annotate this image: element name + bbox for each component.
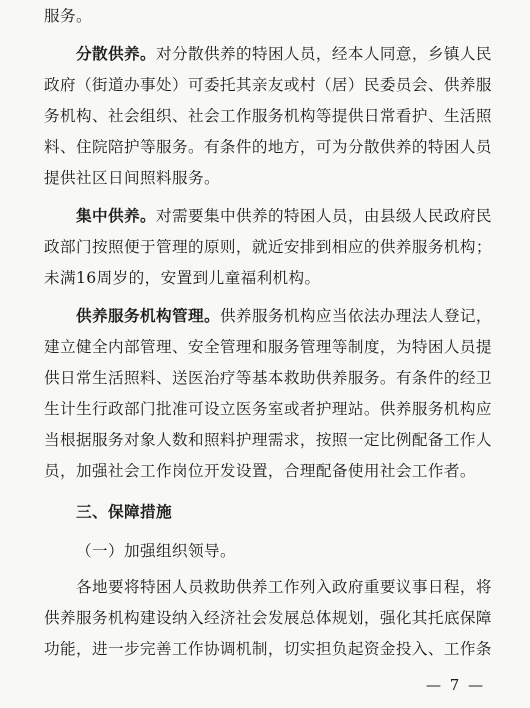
text-line bbox=[44, 137, 504, 157]
line-text: 各地要将特困人员救助供养工作列入政府重要议事日程，将 bbox=[76, 578, 492, 596]
line-text: 供养服务机构应当依法办理法人登记， bbox=[219, 307, 492, 325]
line-text: 当根据服务对象人数和照料护理需求，按照一定比例配备工作人 bbox=[44, 431, 492, 449]
text-line bbox=[76, 206, 530, 226]
paragraph-lead: 集中供养。 bbox=[76, 206, 156, 225]
page-number: — 7 — bbox=[426, 676, 486, 694]
line-text: 生计生行政部门批准可设立医务室或者护理站。供养服务机构应 bbox=[44, 400, 492, 418]
line-text: 建立健全内部管理、安全管理和服务管理等制度，为特困人员提 bbox=[44, 338, 492, 356]
line-text: 功能，进一步完善工作协调机制，切实担负起资金投入、工作条 bbox=[44, 640, 492, 658]
line-text: 三、保障措施 bbox=[76, 503, 172, 521]
text-line bbox=[44, 639, 504, 659]
line-text: 供日常生活照料、送医治疗等基本救助供养服务。有条件的经卫 bbox=[44, 369, 492, 387]
line-text: 政部门按照便于管理的原则，就近安排到相应的供养服务机构； bbox=[44, 238, 492, 256]
text-line bbox=[76, 541, 530, 561]
text-line bbox=[44, 168, 504, 188]
text-line bbox=[76, 577, 530, 597]
text-line bbox=[44, 237, 504, 257]
line-text: 务机构、社会组织、社会工作服务机构等提供日常看护、生活照 bbox=[44, 107, 492, 125]
text-line bbox=[44, 399, 504, 419]
text-line bbox=[76, 306, 530, 326]
line-text: 服务。 bbox=[44, 7, 92, 25]
line-text: 供养服务机构建设纳入经济社会发展总体规划，强化其托底保障 bbox=[44, 609, 492, 627]
text-line bbox=[44, 430, 504, 450]
line-text: 未满16周岁的，安置到儿童福利机构。 bbox=[44, 269, 321, 287]
line-text: 对需要集中供养的特困人员，由县级人民政府民 bbox=[155, 207, 492, 225]
line-text: 料、住院陪护等服务。有条件的地方，可为分散供养的特困人员 bbox=[44, 138, 492, 156]
line-text: （一）加强组织领导。 bbox=[76, 542, 236, 560]
text-line bbox=[44, 461, 504, 481]
text-line bbox=[44, 6, 504, 26]
text-line bbox=[44, 608, 504, 628]
text-line bbox=[76, 44, 530, 64]
line-text: 提供社区日间照料服务。 bbox=[44, 169, 220, 187]
section-heading bbox=[76, 502, 530, 522]
line-text: 员，加强社会工作岗位开发设置，合理配备使用社会工作者。 bbox=[44, 462, 476, 480]
text-line bbox=[44, 337, 504, 357]
text-line bbox=[44, 368, 504, 388]
line-text: 对分散供养的特困人员，经本人同意，乡镇人民 bbox=[155, 45, 492, 63]
text-line bbox=[44, 268, 504, 288]
paragraph-lead: 分散供养。 bbox=[76, 44, 156, 63]
text-line bbox=[44, 106, 504, 126]
paragraph-lead: 供养服务机构管理。 bbox=[76, 306, 220, 325]
line-text: 政府（街道办事处）可委托其亲友或村（居）民委员会、供养服 bbox=[44, 76, 492, 94]
text-line bbox=[44, 75, 504, 95]
